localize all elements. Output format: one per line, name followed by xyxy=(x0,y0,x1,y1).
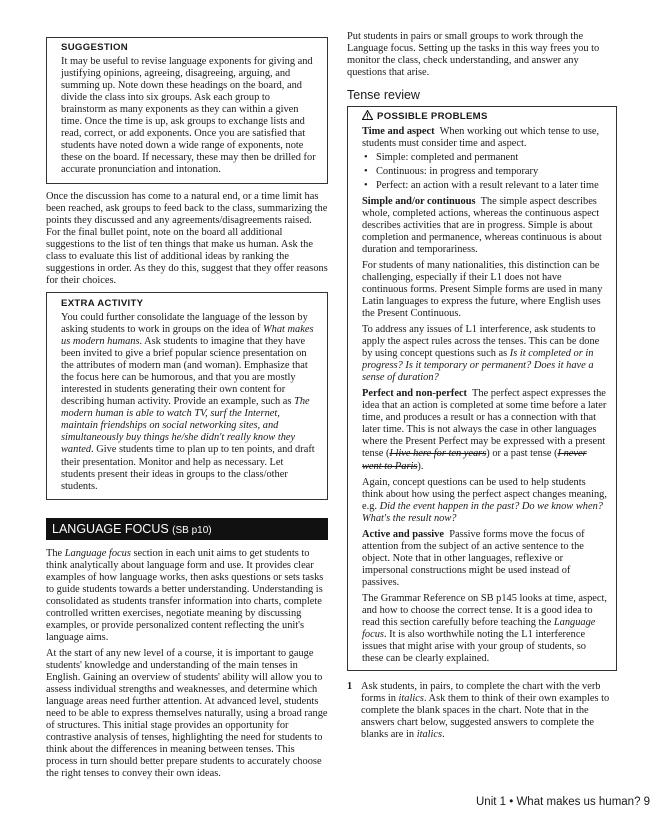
right-intro-paragraph: Put students in pairs or small groups to work through the Language focus. Setting up the tasks in this way frees you to monitor the class, check understanding, and answer any questions that arise. xyxy=(347,31,600,79)
language-focus-ref: (SB p10) xyxy=(172,524,212,536)
latin-languages-paragraph: For students of many nationalities, this distinction can be challenging, especially if their L1 does not have continuous forms. Present Simple forms are used in many Latin languages to express the future, where English uses the Present Continuous. xyxy=(362,259,603,319)
suggestion-title: SUGGESTION xyxy=(61,42,128,53)
extra-activity-box xyxy=(46,292,328,500)
perfect-nonperfect-paragraph: Perfect and non-perfect The perfect aspect expresses the idea that an action is completed at some time before a later time, and produces a result or has a connection with that later time. This is not always the case in other languages where the Present Perfect may be expressed with a present tense (I live here for ten years) or a past tense (I never went to Paris). xyxy=(362,388,607,472)
list-item: • Continuous: in progress and temporary xyxy=(362,166,608,178)
possible-problems-title: POSSIBLE PROBLEMS xyxy=(362,110,608,124)
simple-continuous-paragraph: Simple and/or continuous The simple aspect describes whole, completed actions, whereas the continuous aspect describes activities that are in progress. Simple is about completion and permanence, whereas continuous is about duration and temporariness. xyxy=(362,195,602,255)
suggestion-text: It may be useful to revise language exponents for giving and justifying opinions, agreeing, disagreeing, arguing, and summing up. Note down these headings on the board, and divide the class into six groups. Ask each group to brainstorm as many exponents as they can within a given time. Once the time is up, ask groups to exchange lists and read, correct, or add exponents. Once you are satisfied that students have noted down a wide range of exponents, note these on the board. If necessary, these may then be drilled for accurate pronunciation and intonation. xyxy=(61,56,316,176)
right-column xyxy=(347,0,617,745)
language-focus-paragraph-1: The Language focus section in each unit aims to get students to think analytically about language form and use. It provides clear examples of how language works, then asks questions or sets tasks to guide students towards a better understanding. Understanding is consolidated as students transfer information into charts, complete controlled written exercises, negotiate meaning by discussing examples, or provide personalized content reflecting the unit's language aims. xyxy=(46,547,324,643)
language-focus-title: LANGUAGE FOCUS xyxy=(52,521,169,536)
list-item: • Perfect: an action with a result relevant to a later time xyxy=(362,180,608,192)
step-number: 1 xyxy=(347,681,353,693)
left-column xyxy=(46,0,328,785)
active-passive-paragraph: Active and passive Passive forms move the focus of attention from the subject of an active sentence to the object. Note that in other languages, reflexive or impersonal constructions might be used instead of passives. xyxy=(362,528,585,588)
step-1 xyxy=(347,681,617,741)
extra-activity-title: EXTRA ACTIVITY xyxy=(61,297,144,309)
possible-problems-box xyxy=(347,106,617,671)
grammar-reference-paragraph: The Grammar Reference on SB p145 looks at time, aspect, and how to choose the correct tense. It is a good idea to read this section carefully before teaching the Language focus. It is also worthwhile noting the L1 interference issues that might arise with your group of students, so these can be clearly explained. xyxy=(362,592,607,665)
step-1-text: Ask students, in pairs, to complete the chart with the verb forms in italics. Ask them to think of their own examples to complete the blank spaces in the chart. Note that in the answers chart below, suggested answers to complete the blanks are in italics. xyxy=(361,681,610,741)
suggestion-box xyxy=(46,37,328,184)
warning-icon xyxy=(362,110,373,124)
extra-activity-text: You could further consolidate the language of the lesson by asking students to work in groups on the idea of What makes us modern humans. Ask students to imagine that they have been invited to give a brief popular science presentation on the attributes of modern man (and woman). Emphasize that the focus here can be humorous, and that you are mostly interested in students generating their own content for describing human activity. Provide an example, such as The modern human is able to watch TV, surf the Internet, maintain friendships on social networking sites, and simultaneously buy things he/she didn't really know they wanted. Give students time to plan up to ten points, and draft their presentation. Monitor and help as necessary. Let students present their ideas in groups to the class/other students. xyxy=(61,311,315,492)
aspect-list xyxy=(362,152,608,192)
tense-review-heading: Tense review xyxy=(347,88,420,103)
discussion-paragraph: Once the discussion has come to a natural end, or a time limit has been reached, ask groups to feed back to the class, summarizing the points they discussed and any agreements/disagreements raised. For the final bullet point, note on the board all additional suggestions to the list of ten things that make us human. Ask the class to evaluate this list of additional ideas by ranking the suggestions in order. As they do this, suggest that they offer reasons for their choices. xyxy=(46,190,328,286)
language-focus-paragraph-2: At the start of any new level of a course, it is important to gauge students' knowledge and understanding of the main tenses in English. Gaining an overview of students' ability will allow you to assess individual strengths and weaknesses, and determine which language areas need further attention. At advanced level, students need to be able to express themselves naturally, using a broad range of structures. This initial stage provides an opportunity for contrastive analysis of tenses, highlighting the need for students to think about the differences in meaning between tenses. This process in turn should better prepare students to accurately choose the right tenses to convey their own ideas. xyxy=(46,648,328,780)
language-focus-banner xyxy=(46,518,328,540)
time-aspect-paragraph: Time and aspect When working out which tense to use, students must consider time and aspect. xyxy=(362,126,600,150)
concept-questions-paragraph: Again, concept questions can be used to help students think about how using the perfect aspect changes meaning, e.g. Did the event happen in the past? Do we know when? What's the result now? xyxy=(362,476,607,524)
page-footer: Unit 1 • What makes us human? 9 xyxy=(476,796,651,808)
list-item: • Simple: completed and permanent xyxy=(362,152,608,164)
l1-interference-paragraph: To address any issues of L1 interference, ask students to apply the aspect rules across the tenses. This can be done by using concept questions such as Is it completed or in progress? Is it temporary or permanent? Does it have a sense of duration? xyxy=(362,323,600,384)
